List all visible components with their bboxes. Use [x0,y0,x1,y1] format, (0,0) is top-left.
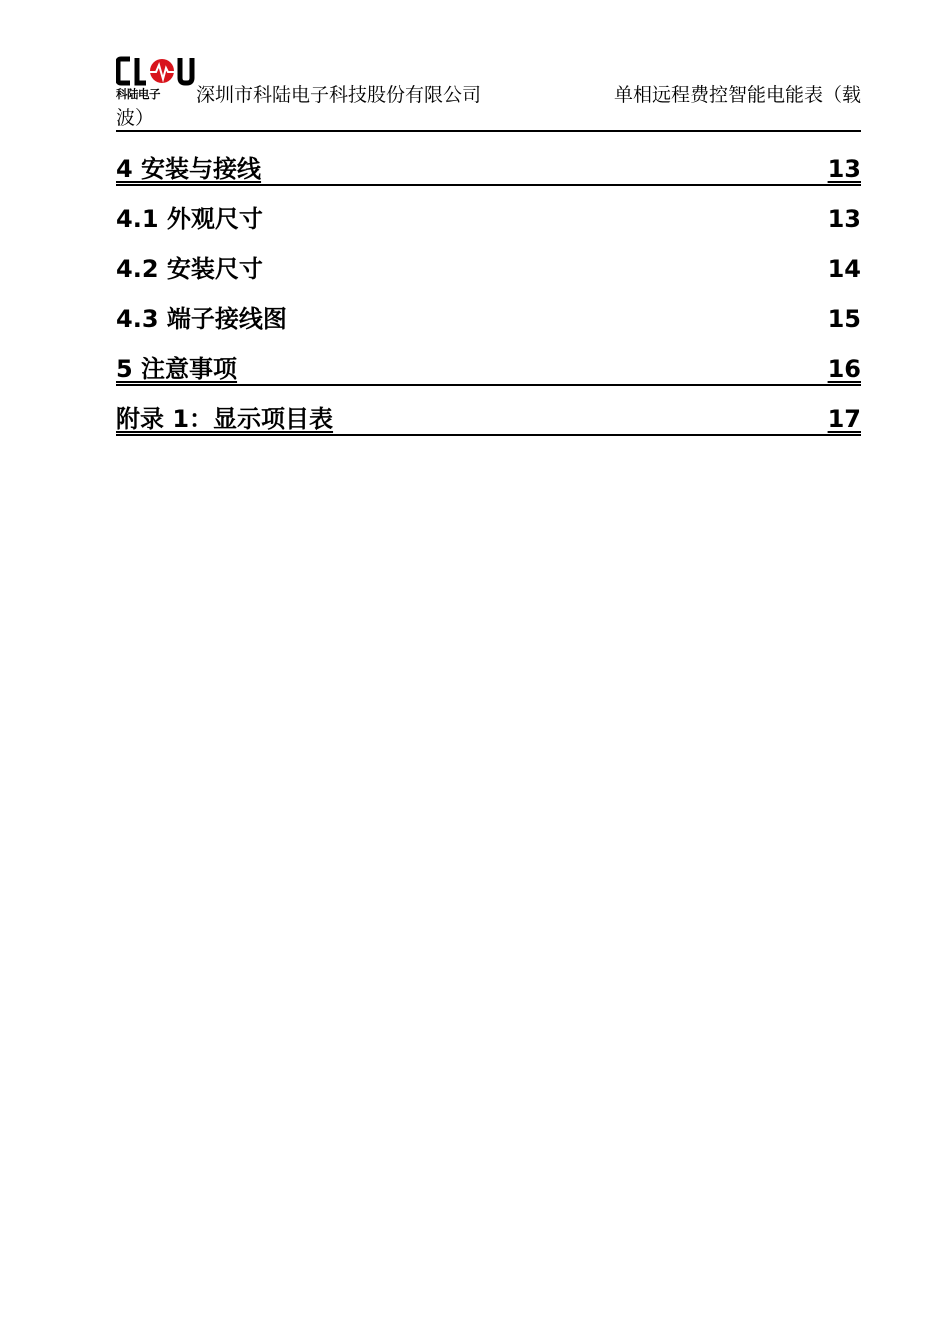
logo-subtitle: 科陆电子 [116,87,160,101]
toc-entry-title: 4 安装与接线 [116,155,262,183]
clou-logo [116,56,196,101]
toc-entry-title: 4.3 端子接线图 [116,305,287,333]
toc-entry-page: 16 [827,355,861,383]
toc-entry-page: 13 [827,205,861,233]
toc-entry-title: 4.2 安装尺寸 [116,255,263,283]
toc-entry-title: 附录 1：显示项目表 [116,405,334,433]
company-name: 深圳市科陆电子科技股份有限公司 [196,84,482,106]
toc-entry-4[interactable] [116,136,861,186]
toc-entry-5[interactable] [116,336,861,386]
product-name: 单相远程费控智能电能表（载 [613,84,861,106]
product-name-continued: 波） [116,107,155,129]
toc-entry-title: 5 注意事项 [116,355,238,383]
toc-entry-page: 17 [827,405,861,433]
toc-entry-4-1[interactable] [116,186,861,236]
page-header [116,50,861,132]
toc-entry-page: 15 [827,305,861,333]
toc-entry-4-3[interactable] [116,286,861,336]
clou-logo-icon [116,56,196,86]
toc-entry-title: 4.1 外观尺寸 [116,205,263,233]
table-of-contents [116,136,861,436]
toc-entry-page: 14 [827,255,861,283]
toc-entry-page: 13 [827,155,861,183]
toc-entry-appendix-1[interactable] [116,386,861,436]
header-divider [116,130,861,132]
toc-entry-4-2[interactable] [116,236,861,286]
